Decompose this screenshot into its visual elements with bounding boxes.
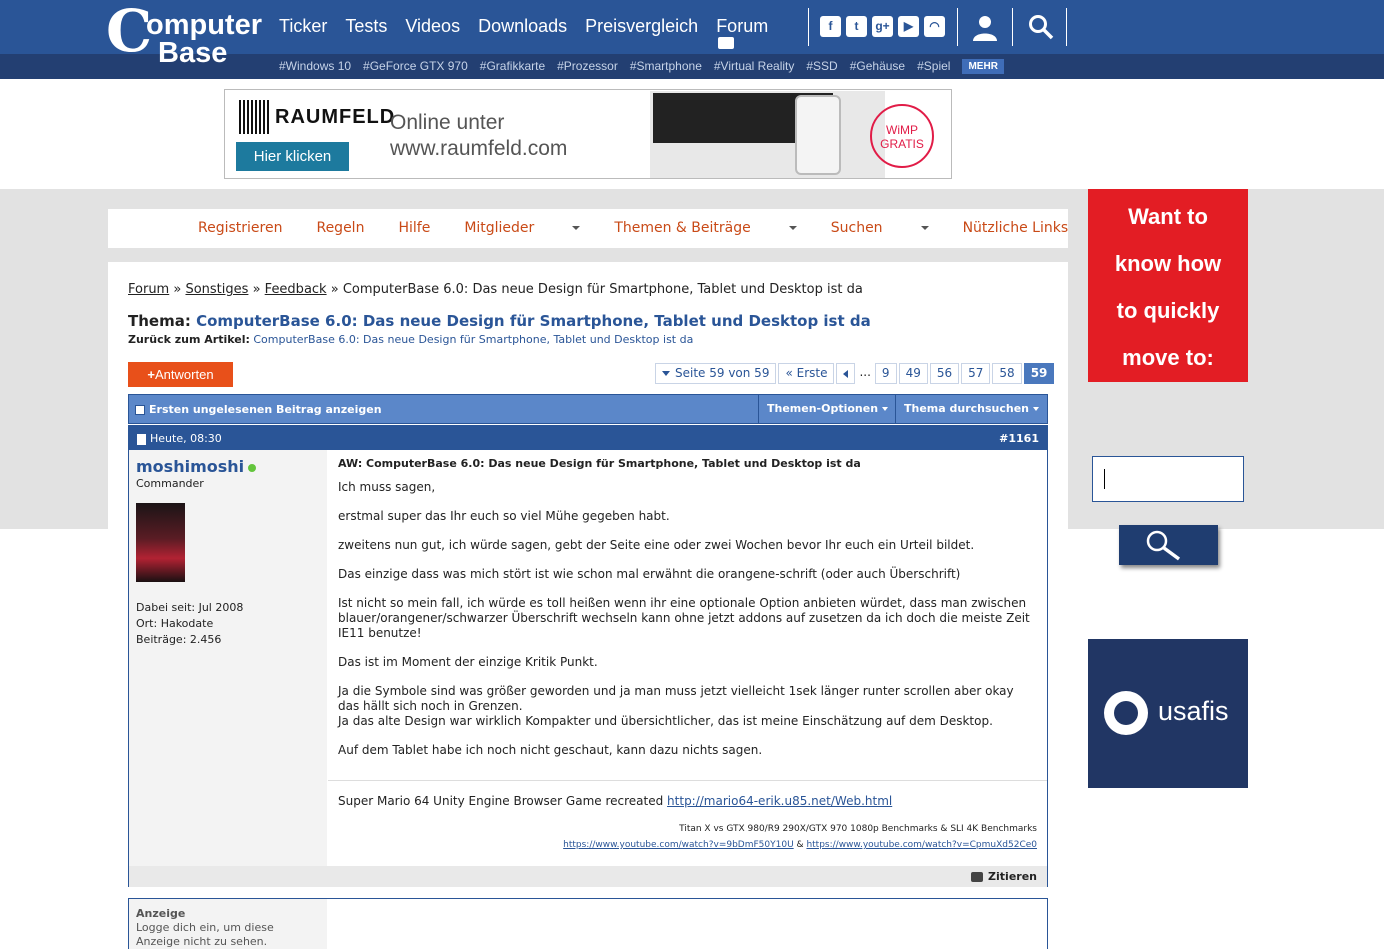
page-link[interactable]: 49 (899, 363, 928, 384)
subnav-hilfe[interactable]: Hilfe (398, 220, 431, 236)
page-link[interactable]: 58 (992, 363, 1021, 384)
red-ad[interactable]: Want to know how to quickly move to: (1088, 189, 1248, 382)
nav-ticker[interactable]: Ticker (279, 16, 328, 36)
page-jump-dropdown[interactable]: Seite 59 von 59 (655, 363, 776, 384)
thread-toolbar (128, 394, 1048, 424)
raumfeld-logo: RAUMFELD (239, 100, 395, 134)
forum-content (108, 262, 1068, 949)
rss-icon[interactable]: ◠ (924, 16, 945, 37)
page-title: Thema: ComputerBase 6.0: Das neue Design für Smartphone, Tablet und Desktop ist da (128, 312, 871, 330)
thread-title-link[interactable]: ComputerBase 6.0: Das neue Design für Smartphone, Tablet und Desktop ist da (196, 312, 871, 330)
post-date: Heute, 08:30 (150, 432, 222, 445)
header-divider (808, 8, 809, 46)
post-title: AW: ComputerBase 6.0: Das neue Design für Smartphone, Tablet und Desktop ist da (338, 457, 861, 470)
first-unread-link[interactable]: Ersten ungelesenen Beitrag anzeigen (135, 403, 382, 416)
post-icon (137, 434, 146, 445)
prev-page-button[interactable] (836, 363, 855, 384)
header-divider (957, 8, 958, 46)
post-number[interactable]: #1161 (999, 432, 1039, 445)
post-paragraph: Auf dem Tablet habe ich noch nicht geschaut, kann dazu nichts sagen. (338, 743, 763, 757)
caret-down-icon (921, 226, 929, 230)
caret-down-icon (882, 407, 888, 411)
current-page: 59 (1024, 363, 1055, 384)
avatar[interactable] (136, 503, 185, 582)
reply-button[interactable]: +Antworten (128, 362, 233, 387)
magnifier-icon (1119, 525, 1218, 565)
facebook-icon[interactable]: f (820, 16, 841, 37)
subnav-registrieren[interactable]: Registrieren (198, 220, 283, 236)
main-nav (279, 16, 768, 49)
search-icon[interactable] (1028, 14, 1054, 40)
signature-link[interactable]: http://mario64-erik.u85.net/Web.html (667, 794, 893, 808)
signature-link[interactable]: https://www.youtube.com/watch?v=9bDmF50Y10U (563, 840, 794, 850)
user-details: Dabei seit: Jul 2008 Ort: Hakodate Beiträge: 2.456 (136, 601, 244, 646)
post-body (338, 480, 1038, 772)
caret-down-icon (1033, 407, 1039, 411)
signature-link[interactable]: https://www.youtube.com/watch?v=CpmuXd52Ce0 (806, 840, 1037, 850)
post-paragraph: Ist nicht so mein fall, ich würde es toll heißen wenn ihr eine optionale Option anbieten würdet, dass man zwischen blauer/orangener/schwarzer Überschrift wechseln kann ohne jetzt addons auf zusetzen da ich doch die meiste Zeit IE11 benutze! (338, 596, 1030, 640)
subnav-mitglieder[interactable]: Mitglieder (464, 220, 580, 236)
phone-image (795, 95, 841, 175)
forum-post (128, 425, 1048, 887)
usafis-logo-icon (1104, 691, 1148, 735)
ad-post-info: Anzeige Logge dich ein, um diese Anzeige nicht zu sehen. (129, 899, 327, 949)
breadcrumb-feedback[interactable]: Feedback (264, 282, 327, 297)
ad-search-button[interactable] (1119, 525, 1218, 565)
nav-videos[interactable]: Videos (405, 16, 461, 36)
caret-down-icon (789, 226, 797, 230)
tag-link[interactable]: #Gehäuse (849, 59, 906, 73)
header-divider (1066, 8, 1067, 46)
post-paragraph: Das ist im Moment der einzige Kritik Punkt. (338, 655, 598, 669)
ad-search-input[interactable] (1092, 456, 1244, 502)
page-link[interactable]: 9 (875, 363, 897, 384)
site-header (0, 0, 1384, 79)
tag-link[interactable]: #Windows 10 (279, 59, 352, 73)
signature-line: Titan X vs GTX 980/R9 290X/GTX 970 1080p Benchmarks & SLI 4K Benchmarks (679, 824, 1037, 834)
header-divider (1012, 8, 1013, 46)
jump-down-icon (135, 405, 145, 415)
tag-link[interactable]: #Virtual Reality (713, 59, 795, 73)
online-status-icon (248, 464, 256, 472)
signature-line: Super Mario 64 Unity Engine Browser Game recreated http://mario64-erik.u85.net/Web.html (338, 794, 893, 808)
post-header (129, 426, 1047, 450)
thread-search-dropdown[interactable]: Thema durchsuchen (895, 395, 1047, 423)
quote-icon (971, 872, 983, 882)
tag-link[interactable]: #Prozessor (557, 59, 618, 73)
forum-subnav (108, 209, 1068, 248)
tag-link[interactable]: #Spiel (917, 59, 951, 73)
breadcrumb-forum[interactable]: Forum (128, 282, 170, 297)
user-icon[interactable] (972, 14, 998, 42)
nav-tests[interactable]: Tests (345, 16, 388, 36)
user-info-pane (129, 450, 327, 866)
wimp-badge: WiMP GRATIS (870, 104, 934, 168)
pagination: Seite 59 von 59 « Erste ... 9 49 56 57 58 59 (655, 363, 1054, 384)
quote-button[interactable]: Zitieren (971, 870, 1037, 883)
social-links (820, 16, 945, 37)
nav-forum-label: Forum (716, 16, 769, 36)
subnav-themen-beitraege[interactable]: Themen & Beiträge (614, 220, 796, 236)
raumfeld-banner-ad[interactable] (224, 89, 952, 179)
post-footer (129, 866, 1047, 887)
subnav-suchen[interactable]: Suchen (831, 220, 929, 236)
twitter-icon[interactable]: t (846, 16, 867, 37)
post-paragraph: erstmal super das Ihr euch so viel Mühe gegeben habt. (338, 509, 670, 523)
subnav-regeln[interactable]: Regeln (316, 220, 365, 236)
page-link[interactable]: 56 (930, 363, 959, 384)
nav-preisvergleich[interactable]: Preisvergleich (585, 16, 699, 36)
post-paragraph: zweitens nun gut, ich würde sagen, gebt der Seite eine oder zwei Wochen bevor Ihr euch ein Urteil bildet. (338, 538, 975, 552)
arrow-left-icon (843, 370, 848, 378)
ad-post (128, 898, 1048, 949)
caret-down-icon (572, 226, 580, 230)
tag-link[interactable]: #Smartphone (629, 59, 702, 73)
breadcrumb: Forum » Sonstiges » Feedback » ComputerBase 6.0: Das neue Design für Smartphone, Tablet und Desktop ist da (128, 282, 863, 297)
usafis-ad[interactable]: usafis (1088, 639, 1248, 788)
youtube-icon[interactable]: ▶ (898, 16, 919, 37)
post-paragraph: Ich muss sagen, (338, 480, 436, 494)
tag-link[interactable]: #Grafikkarte (479, 59, 546, 73)
username-link[interactable]: moshimoshi (136, 457, 256, 476)
subnav-nuetzliche-links[interactable]: Nützliche Links (963, 220, 1115, 236)
post-paragraph: Ja die Symbole sind was größer geworden und ja man muss jetzt vielleicht 1sek länger runter scrollen aber okay das hällt sich noch in Grenzen. Ja das alte Design war wirklich Kompakter und übersichtlicher, das ist meine Einschätzung auf dem Desktop. (338, 684, 1014, 728)
signature-line: https://www.youtube.com/watch?v=9bDmF50Y10U & https://www.youtube.com/watch?v=CpmuXd52Ce0 (563, 840, 1037, 850)
text-cursor (1104, 469, 1105, 489)
user-rank: Commander (136, 477, 204, 490)
computerbase-logo[interactable]: C omputer Base (106, 0, 262, 69)
tag-link[interactable]: #SSD (806, 59, 838, 73)
dropdown-icon (662, 371, 670, 376)
googleplus-icon[interactable]: g+ (872, 16, 893, 37)
back-to-article: Zurück zum Artikel: ComputerBase 6.0: Das neue Design für Smartphone, Tablet und Desktop ist da (128, 333, 694, 346)
chat-bubble-icon (718, 37, 734, 49)
post-paragraph: Das einzige dass was mich stört ist wie schon mal erwähnt die orangene-schrift (oder auch Überschrift) (338, 567, 961, 581)
page-link[interactable]: 57 (961, 363, 990, 384)
tag-link[interactable]: #GeForce GTX 970 (363, 59, 468, 73)
article-link[interactable]: ComputerBase 6.0: Das neue Design für Smartphone, Tablet und Desktop ist da (253, 333, 694, 346)
signature-divider (328, 780, 1047, 781)
banner-text: Online unter www.raumfeld.com (390, 111, 568, 160)
more-tags-button[interactable]: MEHR (962, 59, 1003, 74)
first-page-button[interactable]: « Erste (778, 363, 834, 384)
thread-options-dropdown[interactable]: Themen-Optionen (758, 395, 896, 423)
soundwave-icon (239, 100, 269, 134)
message-pane (328, 450, 1047, 866)
nav-forum[interactable] (716, 16, 768, 49)
nav-downloads[interactable]: Downloads (478, 16, 568, 36)
breadcrumb-sonstiges[interactable]: Sonstiges (185, 282, 249, 297)
hier-klicken-button[interactable]: Hier klicken (236, 142, 349, 171)
tag-list (279, 59, 1004, 74)
breadcrumb-current: ComputerBase 6.0: Das neue Design für Smartphone, Tablet und Desktop ist da (342, 282, 863, 297)
